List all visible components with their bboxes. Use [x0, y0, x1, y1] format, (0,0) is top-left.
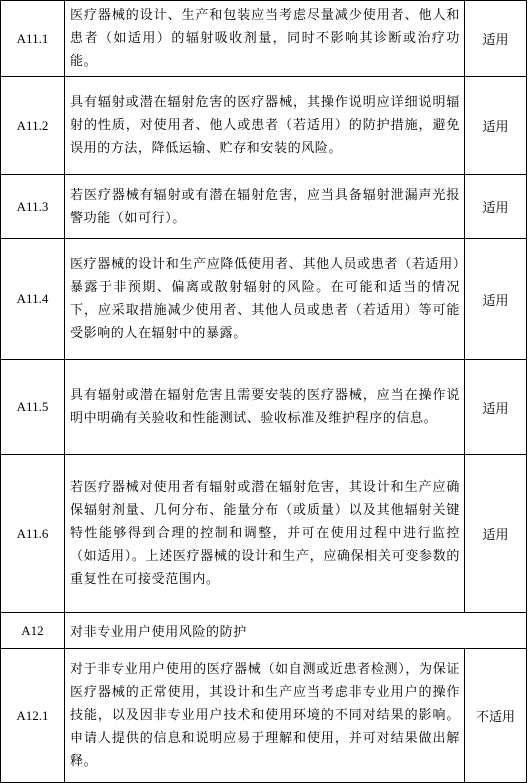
clause-text: 若医疗器械对使用者有辐射或潜在辐射危害，其设计和生产应确保辐射剂量、几何分布、能量分布（或质量）以及其他辐射关键特性能够得到合理的控制和调整，并可在使用过程中进行监控（如适用）。上述医疗器械的设计和生产，应确保相关可变参数的重复性在可接受范围内。: [65, 455, 465, 613]
applicability-status: 适用: [465, 77, 527, 175]
clause-code: A11.3: [1, 175, 65, 239]
applicability-status: 适用: [465, 175, 527, 239]
clause-code: A11.1: [1, 1, 65, 77]
applicability-status: 适用: [465, 239, 527, 360]
table-row: [1, 649, 527, 783]
clause-code: A11.5: [1, 360, 65, 455]
section-title: 对非专业用户使用风险的防护: [65, 613, 527, 649]
clause-text: 若医疗器械有辐射或有潜在辐射危害，应当具备辐射泄漏声光报警功能（如可行）。: [65, 175, 465, 239]
table-row: [1, 77, 527, 175]
clause-code: A11.2: [1, 77, 65, 175]
applicability-status: 不适用: [465, 649, 527, 783]
table-row: [1, 1, 527, 77]
clause-code: A12.1: [1, 649, 65, 783]
clause-text: 对于非专业用户使用的医疗器械（如自测或近患者检测），为保证医疗器械的正常使用，其设计和生产应当考虑非专业用户的操作技能，以及因非专业用户技术和使用环境的不同对结果的影响。申请人提供的信息和说明应易于理解和使用，并可对结果做出解释。: [65, 649, 465, 783]
section-row: [1, 613, 527, 649]
applicability-status: 适用: [465, 360, 527, 455]
table-row: [1, 455, 527, 613]
clause-text: 具有辐射或潜在辐射危害的医疗器械，其操作说明应详细说明辐射的性质，对使用者、他人或患者（若适用）的防护措施，避免误用的方法，降低运输、贮存和安装的风险。: [65, 77, 465, 175]
clause-code: A11.6: [1, 455, 65, 613]
applicability-status: 适用: [465, 455, 527, 613]
clause-text: 医疗器械的设计和生产应降低使用者、其他人员或患者（若适用）暴露于非预期、偏离或散射辐射的风险。在可能和适当的情况下，应采取措施减少使用者、其他人员或患者（若适用）等可能受影响的人在辐射中的暴露。: [65, 239, 465, 360]
clause-text: 具有辐射或潜在辐射危害且需要安装的医疗器械，应当在操作说明中明确有关验收和性能测试、验收标准及维护程序的信息。: [65, 360, 465, 455]
table-row: [1, 360, 527, 455]
applicability-status: 适用: [465, 1, 527, 77]
table-row: [1, 239, 527, 360]
section-code: A12: [1, 613, 65, 649]
clause-text: 医疗器械的设计、生产和包装应当考虑尽量减少使用者、他人和患者（如适用）的辐射吸收剂量，同时不影响其诊断或治疗功能。: [65, 1, 465, 77]
clause-code: A11.4: [1, 239, 65, 360]
table-row: [1, 175, 527, 239]
